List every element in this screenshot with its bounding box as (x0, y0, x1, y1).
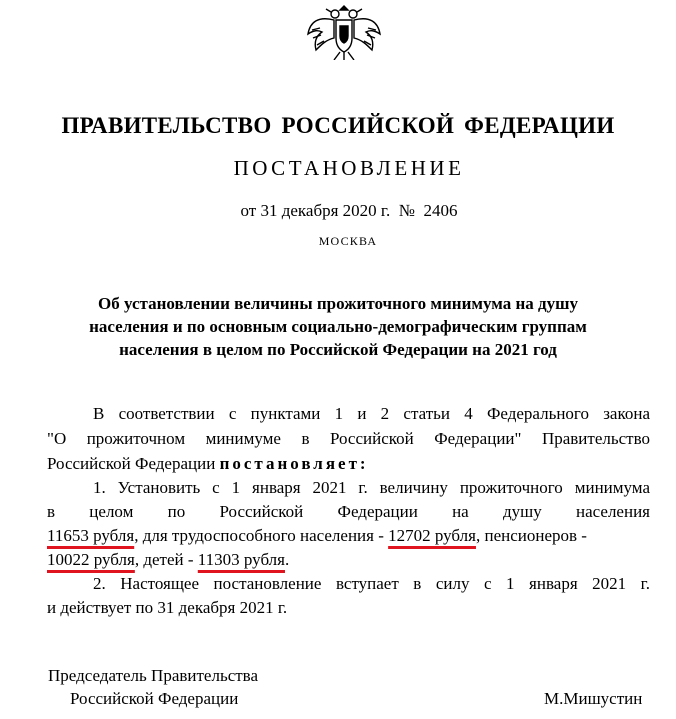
preamble-line: "О прожиточном минимуме в Российской Федерации" Правительство (47, 429, 650, 448)
clause-1-line: 1. Установить с 1 января 2021 г. величину прожиточного минимума (93, 478, 650, 497)
signatory-position: Российской Федерации (70, 689, 239, 708)
document-title-line: населения в целом по Российской Федерации на 2021 год (119, 340, 557, 359)
clause-2-line: 2. Настоящее постановление вступает в силу с 1 января 2021 г. (93, 574, 650, 593)
double-headed-eagle-emblem-icon (304, 0, 384, 60)
preamble-line: В соответствии с пунктами 1 и 2 статьи 4 Федерального закона (93, 404, 650, 423)
preamble-text: Российской Федерации (47, 454, 216, 473)
per-capita-amount: 11653 рубля (47, 526, 135, 545)
signatory-position: Председатель Правительства (48, 666, 259, 685)
clause-text: . (284, 550, 290, 569)
clause-text: , пенсионеров - (475, 526, 587, 545)
clause-1-line (47, 550, 289, 570)
date-and-number: от 31 декабря 2020 г. № 2406 (240, 201, 458, 220)
clause-1-line: в целом по Российской Федерации на душу населения (47, 502, 650, 521)
working-age-amount: 12702 рубля (388, 526, 476, 545)
clause-1-line (47, 526, 587, 546)
children-amount: 11303 рубля (197, 550, 285, 569)
signatory-name: М.Мишустин (544, 689, 643, 708)
government-title: ПРАВИТЕЛЬСТВО РОССИЙСКОЙ ФЕДЕРАЦИИ (61, 113, 615, 138)
document-type: ПОСТАНОВЛЕНИЕ (233, 156, 465, 180)
clause-text: , для трудоспособного населения - (134, 526, 384, 545)
pensioners-amount: 10022 рубля (47, 550, 135, 569)
decides-word: постановляет: (219, 454, 369, 473)
preamble-line (47, 454, 369, 474)
document-title-line: населения и по основным социально-демографическим группам (89, 317, 587, 336)
document-title-line: Об установлении величины прожиточного минимума на душу (98, 294, 578, 313)
city: МОСКВА (318, 234, 378, 248)
clause-2-line: и действует по 31 декабря 2021 г. (47, 598, 288, 617)
clause-text: , детей - (134, 550, 194, 569)
